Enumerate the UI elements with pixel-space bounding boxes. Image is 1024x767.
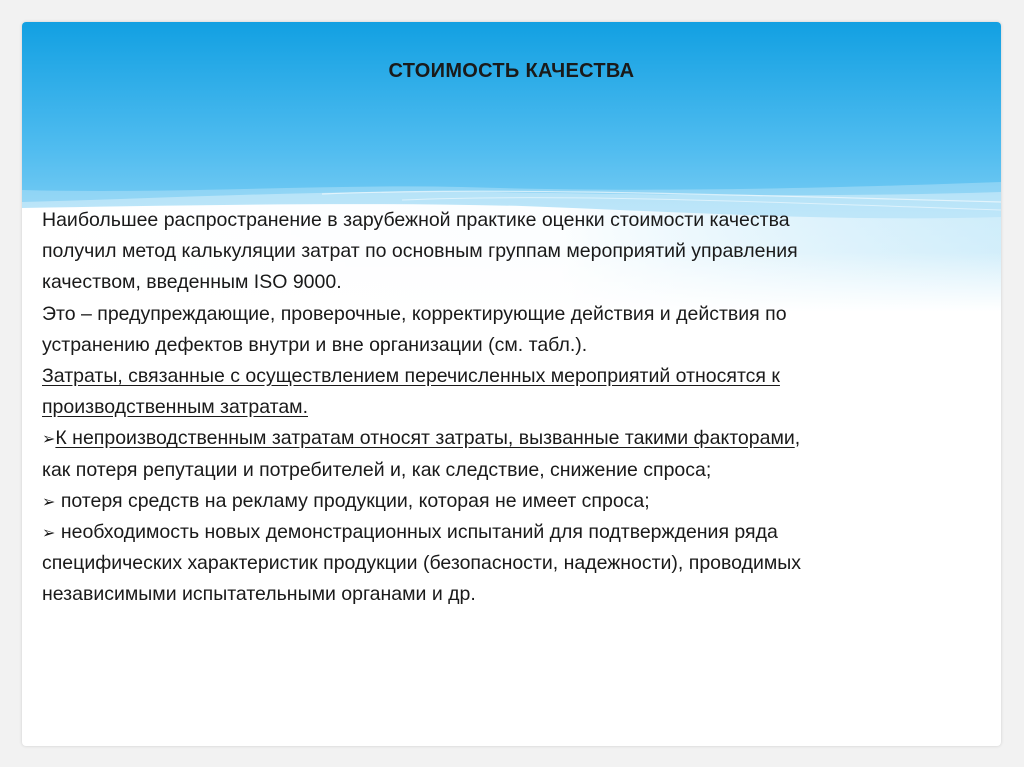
- bullet-1-line-2: как потеря репутации и потребителей и, как следствие, снижение спроса;: [42, 458, 712, 481]
- bullet-1-line-1: [42, 423, 982, 454]
- arrow-bullet-icon: ➢: [42, 523, 56, 543]
- bullet-1-comma: ,: [794, 427, 801, 450]
- paragraph-3-line-2: производственным затратам.: [42, 396, 308, 419]
- bullet-3-line-3: независимыми испытательными органами и др.: [42, 583, 476, 606]
- paragraph-3-line-1: Затраты, связанные с осуществлением перечисленных мероприятий относятся к: [42, 365, 780, 388]
- arrow-bullet-icon: ➢: [42, 491, 56, 511]
- paragraph-2-line-2: устранению дефектов внутри и вне организации (см. табл.).: [42, 333, 588, 356]
- paragraph-3-line-2-wrap: [42, 392, 982, 423]
- arrow-bullet-icon: ➢: [42, 429, 56, 449]
- paragraph-1-line-2: получил метод калькуляции затрат по основным группам мероприятий управления: [42, 240, 798, 263]
- slide-title: СТОИМОСТЬ КАЧЕСТВА: [388, 60, 635, 82]
- bullet-3-text: необходимость новых демонстрационных испытаний для подтверждения ряда: [55, 521, 778, 544]
- bullet-3-line-2: специфических характеристик продукции (безопасности, надежности), проводимых: [42, 552, 802, 575]
- slide: [22, 22, 1001, 746]
- bullet-3-line-1: [42, 517, 982, 548]
- bullet-2-text: потеря средств на рекламу продукции, которая не имеет спроса;: [55, 489, 650, 512]
- paragraph-2-line-1: Это – предупреждающие, проверочные, корректирующие действия и действия по: [42, 302, 787, 325]
- bullet-1-underlined-text: К непроизводственным затратам относят затраты, вызванные такими факторами: [55, 427, 795, 450]
- bullet-2-line-1: [42, 486, 982, 517]
- paragraph-1-line-3: качеством, введенным ISO 9000.: [42, 271, 342, 294]
- paragraph-1-line-1: Наибольшее распространение в зарубежной практике оценки стоимости качества: [42, 209, 790, 231]
- slide-body: [42, 205, 982, 611]
